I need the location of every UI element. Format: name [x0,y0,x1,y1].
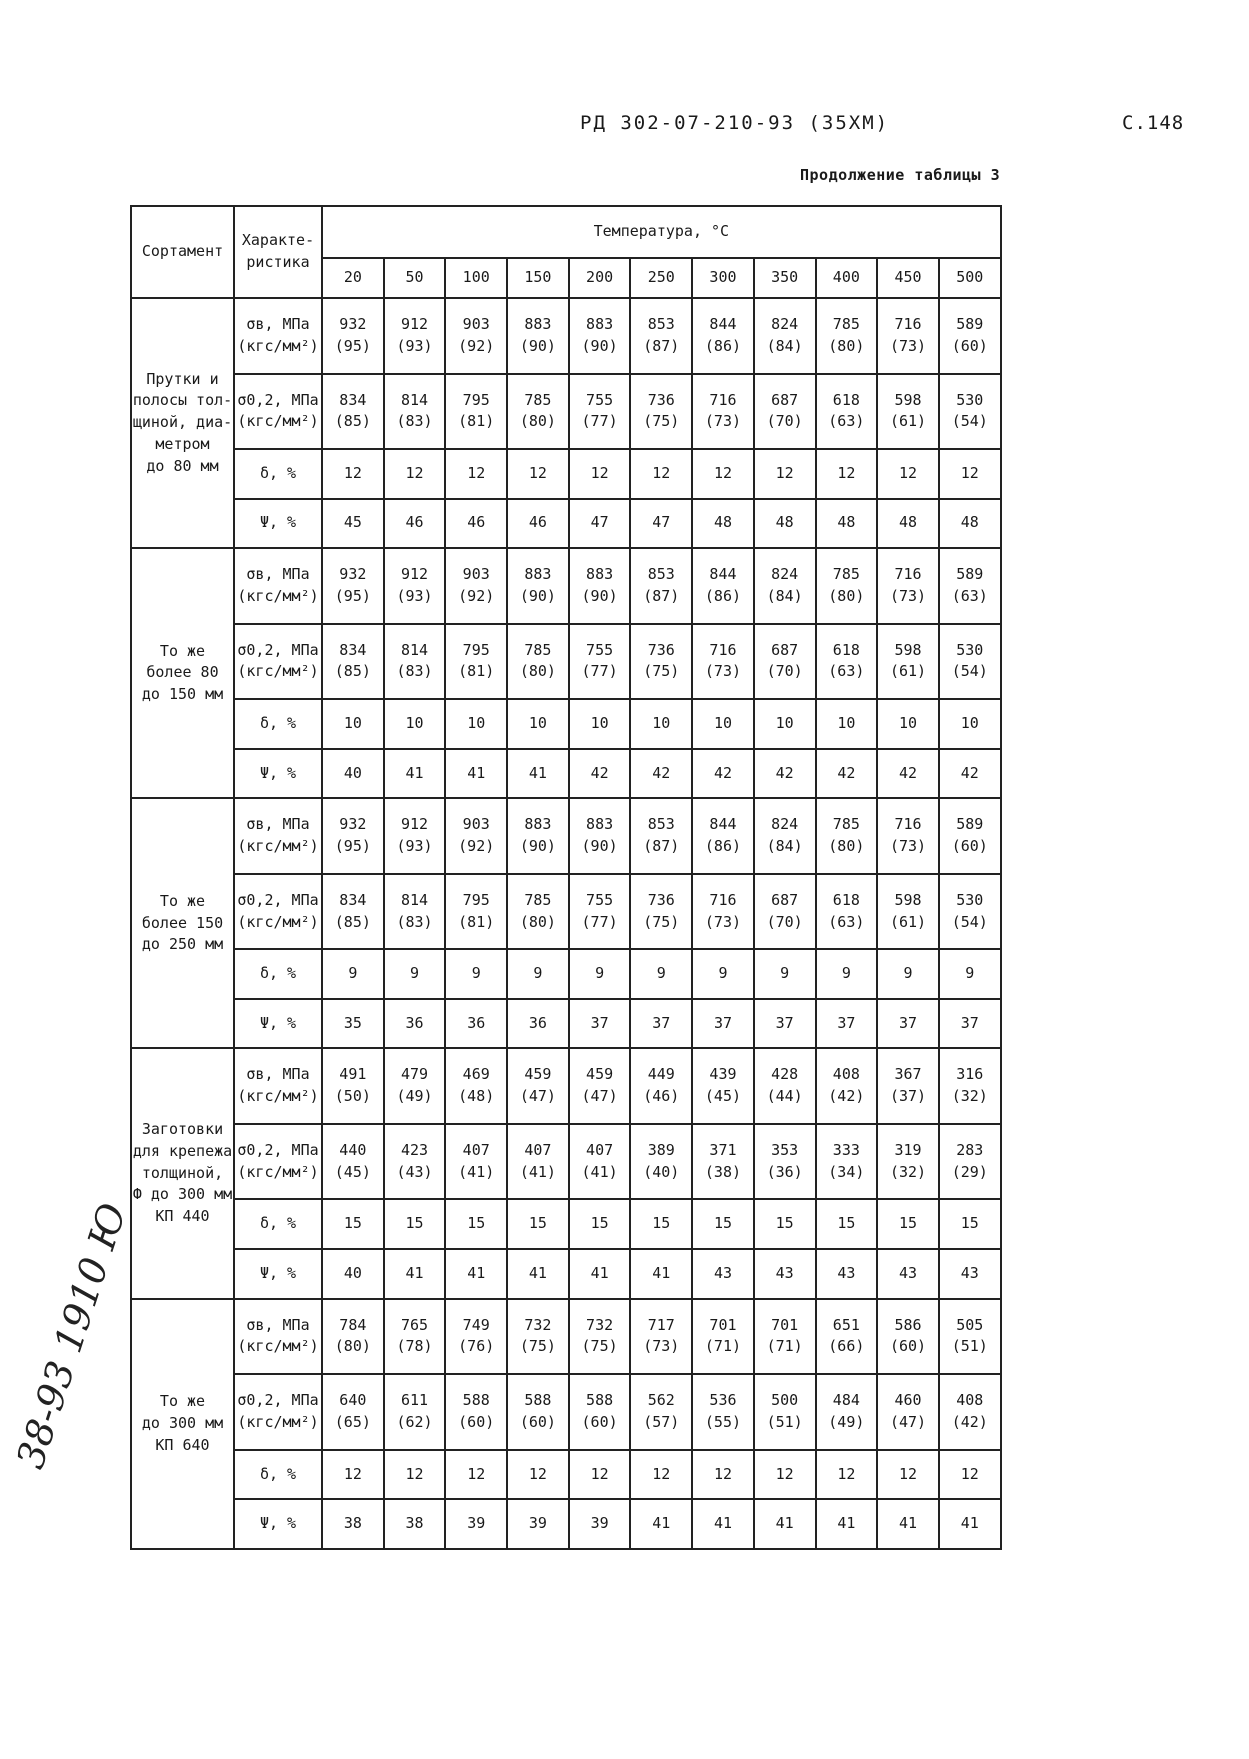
value-cell: 716 (73) [877,548,939,624]
value-cell: 15 [877,1199,939,1249]
value-cell: 440 (45) [322,1124,384,1200]
value-cell: 439 (45) [692,1048,754,1124]
table-row [131,1249,1001,1299]
temperature-col-header: 150 [507,258,569,298]
value-cell: 736 (75) [630,874,692,950]
value-cell: 469 (48) [445,1048,507,1124]
characteristic-cell: σ0,2, МПа (кгс/мм²) [234,1124,322,1200]
value-cell: 598 (61) [877,624,939,700]
value-cell: 9 [754,949,816,999]
value-cell: 9 [445,949,507,999]
value-cell: 39 [445,1499,507,1549]
value-cell: 48 [816,499,878,549]
value-cell: 459 (47) [569,1048,631,1124]
value-cell: 505 (51) [939,1299,1001,1375]
value-cell: 15 [754,1199,816,1249]
sortament-cell: То же более 80 до 150 мм [131,548,234,798]
value-cell: 12 [939,1450,1001,1500]
value-cell: 755 (77) [569,874,631,950]
value-cell: 853 (87) [630,548,692,624]
value-cell: 460 (47) [877,1374,939,1450]
value-cell: 9 [384,949,446,999]
value-cell: 586 (60) [877,1299,939,1375]
value-cell: 41 [939,1499,1001,1549]
characteristic-cell: δ, % [234,699,322,749]
value-cell: 588 (60) [569,1374,631,1450]
value-cell: 484 (49) [816,1374,878,1450]
value-cell: 716 (73) [692,874,754,950]
characteristic-cell: σв, МПа (кгс/мм²) [234,1048,322,1124]
value-cell: 883 (90) [569,298,631,374]
value-cell: 39 [569,1499,631,1549]
value-cell: 9 [322,949,384,999]
value-cell: 589 (63) [939,548,1001,624]
value-cell: 15 [384,1199,446,1249]
value-cell: 618 (63) [816,874,878,950]
table-row [131,298,1001,374]
value-cell: 12 [692,1450,754,1500]
value-cell: 903 (92) [445,298,507,374]
value-cell: 479 (49) [384,1048,446,1124]
value-cell: 43 [692,1249,754,1299]
value-cell: 47 [630,499,692,549]
value-cell: 42 [692,749,754,799]
characteristic-cell: σв, МПа (кгс/мм²) [234,548,322,624]
value-cell: 651 (66) [816,1299,878,1375]
characteristic-cell: σв, МПа (кгс/мм²) [234,298,322,374]
value-cell: 500 (51) [754,1374,816,1450]
value-cell: 844 (86) [692,298,754,374]
value-cell: 12 [322,449,384,499]
value-cell: 459 (47) [507,1048,569,1124]
value-cell: 43 [816,1249,878,1299]
value-cell: 38 [322,1499,384,1549]
value-cell: 717 (73) [630,1299,692,1375]
table-row [131,1499,1001,1549]
temperature-col-header: 350 [754,258,816,298]
value-cell: 12 [816,1450,878,1500]
value-cell: 834 (85) [322,374,384,450]
temperature-col-header: 200 [569,258,631,298]
value-cell: 795 (81) [445,624,507,700]
value-cell: 716 (73) [692,624,754,700]
value-cell: 530 (54) [939,874,1001,950]
sortament-cell: Прутки и полосы тол- щиной, диа- метром до 80 мм [131,298,234,548]
value-cell: 42 [877,749,939,799]
value-cell: 43 [939,1249,1001,1299]
page-number: С.148 [1122,112,1185,134]
value-cell: 716 (73) [877,298,939,374]
value-cell: 41 [692,1499,754,1549]
value-cell: 749 (76) [445,1299,507,1375]
temperature-col-header: 400 [816,258,878,298]
value-cell: 15 [322,1199,384,1249]
value-cell: 10 [384,699,446,749]
value-cell: 765 (78) [384,1299,446,1375]
table-row [131,1374,1001,1450]
value-cell: 36 [507,999,569,1049]
value-cell: 41 [754,1499,816,1549]
value-cell: 12 [384,1450,446,1500]
value-cell: 42 [754,749,816,799]
table-row [131,449,1001,499]
value-cell: 853 (87) [630,298,692,374]
value-cell: 536 (55) [692,1374,754,1450]
characteristic-cell: Ψ, % [234,749,322,799]
value-cell: 912 (93) [384,548,446,624]
value-cell: 755 (77) [569,624,631,700]
value-cell: 903 (92) [445,548,507,624]
value-cell: 41 [445,749,507,799]
value-cell: 598 (61) [877,374,939,450]
value-cell: 598 (61) [877,874,939,950]
value-cell: 491 (50) [322,1048,384,1124]
value-cell: 36 [445,999,507,1049]
value-cell: 41 [630,1499,692,1549]
value-cell: 15 [445,1199,507,1249]
value-cell: 38 [384,1499,446,1549]
value-cell: 48 [692,499,754,549]
value-cell: 43 [877,1249,939,1299]
value-cell: 755 (77) [569,374,631,450]
value-cell: 428 (44) [754,1048,816,1124]
header-temperature: Температура, °С [322,206,1001,258]
value-cell: 853 (87) [630,798,692,874]
temperature-col-header: 100 [445,258,507,298]
value-cell: 408 (42) [939,1374,1001,1450]
value-cell: 530 (54) [939,624,1001,700]
value-cell: 588 (60) [507,1374,569,1450]
value-cell: 10 [507,699,569,749]
value-cell: 701 (71) [754,1299,816,1375]
value-cell: 37 [569,999,631,1049]
value-cell: 824 (84) [754,798,816,874]
value-cell: 618 (63) [816,624,878,700]
value-cell: 37 [939,999,1001,1049]
header-characteristic: Характе- ристика [234,206,322,298]
value-cell: 12 [877,449,939,499]
temperature-col-header: 20 [322,258,384,298]
value-cell: 10 [754,699,816,749]
value-cell: 10 [877,699,939,749]
value-cell: 9 [569,949,631,999]
document-code: РД 302-07-210-93 (35ХМ) [580,112,890,134]
value-cell: 283 (29) [939,1124,1001,1200]
value-cell: 932 (95) [322,548,384,624]
table-row [131,999,1001,1049]
value-cell: 37 [630,999,692,1049]
value-cell: 736 (75) [630,624,692,700]
value-cell: 41 [384,1249,446,1299]
value-cell: 42 [630,749,692,799]
header-sortament: Сортамент [131,206,234,298]
value-cell: 883 (90) [507,798,569,874]
table-row [131,1299,1001,1375]
sortament-cell: То же более 150 до 250 мм [131,798,234,1048]
value-cell: 12 [692,449,754,499]
value-cell: 844 (86) [692,798,754,874]
value-cell: 37 [877,999,939,1049]
characteristic-cell: σ0,2, МПа (кгс/мм²) [234,374,322,450]
value-cell: 834 (85) [322,624,384,700]
value-cell: 687 (70) [754,374,816,450]
characteristic-cell: δ, % [234,1450,322,1500]
value-cell: 46 [384,499,446,549]
value-cell: 12 [507,449,569,499]
value-cell: 333 (34) [816,1124,878,1200]
value-cell: 35 [322,999,384,1049]
value-cell: 12 [507,1450,569,1500]
value-cell: 41 [877,1499,939,1549]
value-cell: 43 [754,1249,816,1299]
handwritten-margin-note: 38-93 1910 Ю [8,1197,136,1474]
value-cell: 15 [507,1199,569,1249]
value-cell: 41 [630,1249,692,1299]
value-cell: 588 (60) [445,1374,507,1450]
value-cell: 611 (62) [384,1374,446,1450]
value-cell: 12 [569,1450,631,1500]
value-cell: 46 [507,499,569,549]
value-cell: 589 (60) [939,798,1001,874]
value-cell: 824 (84) [754,298,816,374]
value-cell: 12 [445,1450,507,1500]
value-cell: 12 [816,449,878,499]
table-row [131,749,1001,799]
value-cell: 785 (80) [816,798,878,874]
value-cell: 785 (80) [816,298,878,374]
value-cell: 42 [816,749,878,799]
value-cell: 367 (37) [877,1048,939,1124]
value-cell: 48 [754,499,816,549]
value-cell: 12 [754,1450,816,1500]
value-cell: 736 (75) [630,374,692,450]
value-cell: 316 (32) [939,1048,1001,1124]
value-cell: 12 [630,1450,692,1500]
table-row [131,798,1001,874]
value-cell: 449 (46) [630,1048,692,1124]
value-cell: 716 (73) [692,374,754,450]
table-row [131,1450,1001,1500]
value-cell: 47 [569,499,631,549]
temperature-col-header: 250 [630,258,692,298]
value-cell: 41 [445,1249,507,1299]
value-cell: 785 (80) [507,374,569,450]
value-cell: 37 [754,999,816,1049]
value-cell: 618 (63) [816,374,878,450]
value-cell: 15 [939,1199,1001,1249]
value-cell: 640 (65) [322,1374,384,1450]
value-cell: 824 (84) [754,548,816,624]
value-cell: 36 [384,999,446,1049]
value-cell: 844 (86) [692,548,754,624]
value-cell: 12 [322,1450,384,1500]
value-cell: 687 (70) [754,874,816,950]
value-cell: 10 [445,699,507,749]
value-cell: 795 (81) [445,374,507,450]
value-cell: 407 (41) [569,1124,631,1200]
value-cell: 530 (54) [939,374,1001,450]
temperature-col-header: 50 [384,258,446,298]
value-cell: 40 [322,749,384,799]
value-cell: 353 (36) [754,1124,816,1200]
value-cell: 10 [939,699,1001,749]
table-row [131,1199,1001,1249]
value-cell: 389 (40) [630,1124,692,1200]
value-cell: 687 (70) [754,624,816,700]
temperature-col-header: 300 [692,258,754,298]
value-cell: 562 (57) [630,1374,692,1450]
characteristic-cell: Ψ, % [234,1499,322,1549]
value-cell: 883 (90) [507,548,569,624]
sortament-cell: То же до 300 мм КП 640 [131,1299,234,1549]
value-cell: 716 (73) [877,798,939,874]
temperature-col-header: 500 [939,258,1001,298]
value-cell: 407 (41) [445,1124,507,1200]
value-cell: 9 [939,949,1001,999]
value-cell: 12 [754,449,816,499]
value-cell: 423 (43) [384,1124,446,1200]
value-cell: 9 [630,949,692,999]
value-cell: 785 (80) [507,874,569,950]
value-cell: 15 [692,1199,754,1249]
properties-table [130,205,1002,1550]
value-cell: 12 [877,1450,939,1500]
value-cell: 9 [507,949,569,999]
table-caption: Продолжение таблицы 3 [800,166,1001,184]
value-cell: 42 [939,749,1001,799]
value-cell: 48 [939,499,1001,549]
table-row [131,499,1001,549]
value-cell: 41 [569,1249,631,1299]
value-cell: 785 (80) [507,624,569,700]
value-cell: 407 (41) [507,1124,569,1200]
characteristic-cell: σ0,2, МПа (кгс/мм²) [234,624,322,700]
value-cell: 10 [692,699,754,749]
value-cell: 912 (93) [384,298,446,374]
value-cell: 9 [692,949,754,999]
sortament-cell: Заготовки для крепежа толщиной, Ф до 300 мм КП 440 [131,1048,234,1298]
value-cell: 10 [630,699,692,749]
value-cell: 883 (90) [569,548,631,624]
value-cell: 15 [816,1199,878,1249]
value-cell: 15 [630,1199,692,1249]
table-row [131,1048,1001,1124]
table-row [131,548,1001,624]
value-cell: 10 [569,699,631,749]
value-cell: 883 (90) [569,798,631,874]
value-cell: 10 [816,699,878,749]
value-cell: 814 (83) [384,374,446,450]
value-cell: 41 [816,1499,878,1549]
value-cell: 701 (71) [692,1299,754,1375]
table-row [131,374,1001,450]
value-cell: 37 [692,999,754,1049]
value-cell: 814 (83) [384,874,446,950]
value-cell: 15 [569,1199,631,1249]
value-cell: 784 (80) [322,1299,384,1375]
value-cell: 41 [384,749,446,799]
value-cell: 903 (92) [445,798,507,874]
characteristic-cell: Ψ, % [234,499,322,549]
value-cell: 732 (75) [507,1299,569,1375]
table-row [131,874,1001,950]
value-cell: 39 [507,1499,569,1549]
value-cell: 48 [877,499,939,549]
table-body [131,298,1001,1549]
value-cell: 42 [569,749,631,799]
characteristic-cell: σ0,2, МПа (кгс/мм²) [234,874,322,950]
value-cell: 589 (60) [939,298,1001,374]
table-row [131,949,1001,999]
value-cell: 408 (42) [816,1048,878,1124]
value-cell: 12 [630,449,692,499]
value-cell: 45 [322,499,384,549]
value-cell: 46 [445,499,507,549]
value-cell: 12 [939,449,1001,499]
value-cell: 912 (93) [384,798,446,874]
value-cell: 12 [569,449,631,499]
value-cell: 785 (80) [816,548,878,624]
value-cell: 40 [322,1249,384,1299]
value-cell: 319 (32) [877,1124,939,1200]
temperature-col-header: 450 [877,258,939,298]
characteristic-cell: Ψ, % [234,999,322,1049]
value-cell: 41 [507,1249,569,1299]
value-cell: 12 [384,449,446,499]
value-cell: 732 (75) [569,1299,631,1375]
value-cell: 883 (90) [507,298,569,374]
value-cell: 10 [322,699,384,749]
characteristic-cell: δ, % [234,1199,322,1249]
value-cell: 795 (81) [445,874,507,950]
characteristic-cell: σ0,2, МПа (кгс/мм²) [234,1374,322,1450]
characteristic-cell: δ, % [234,949,322,999]
value-cell: 37 [816,999,878,1049]
value-cell: 814 (83) [384,624,446,700]
characteristic-cell: σв, МПа (кгс/мм²) [234,798,322,874]
characteristic-cell: δ, % [234,449,322,499]
value-cell: 932 (95) [322,298,384,374]
characteristic-cell: Ψ, % [234,1249,322,1299]
characteristic-cell: σв, МПа (кгс/мм²) [234,1299,322,1375]
value-cell: 12 [445,449,507,499]
value-cell: 371 (38) [692,1124,754,1200]
value-cell: 9 [816,949,878,999]
value-cell: 834 (85) [322,874,384,950]
value-cell: 932 (95) [322,798,384,874]
table-row [131,624,1001,700]
table-row [131,1124,1001,1200]
value-cell: 9 [877,949,939,999]
value-cell: 41 [507,749,569,799]
table-row [131,699,1001,749]
